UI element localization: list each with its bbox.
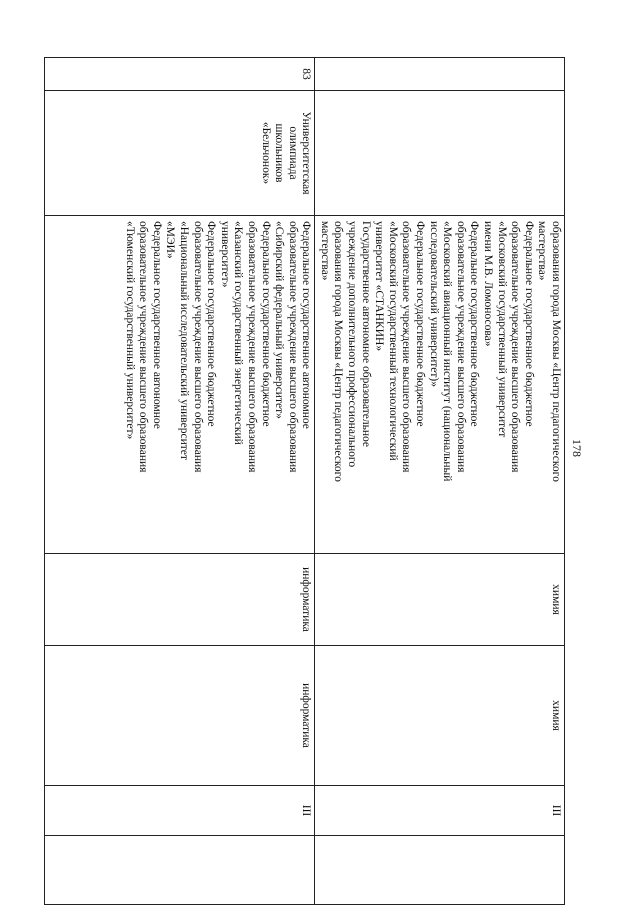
table-row	[45, 58, 315, 905]
organizer-line: «Тюменский государственный университет»	[123, 221, 136, 440]
organizer-line: образовательное учреждение высшего образования	[509, 221, 522, 473]
table-row	[315, 58, 565, 905]
olympiad-table	[44, 57, 565, 905]
organizer-line: «Национальный исследовательский университет	[177, 221, 190, 460]
organizer-line: университет»	[218, 221, 231, 288]
organizer-line: «Московский государственный технологический	[386, 221, 399, 461]
subject-admission-cell: химия	[315, 646, 565, 786]
row-number-cell	[315, 58, 565, 91]
organizer-line: образовательное учреждение высшего образования	[245, 221, 258, 473]
organizer-line: имени М.В. Ломоносова»	[482, 221, 495, 347]
rotated-table-wrapper	[100, 57, 565, 905]
organizer-line: образования города Москвы «Центр педагогического	[332, 221, 345, 482]
organizer-line: исследовательский университет)»	[427, 221, 440, 387]
organizer-line: образовательное учреждение высшего образования	[191, 221, 204, 473]
organizer-line: образования города Москвы «Центр педагогического	[550, 221, 562, 482]
organizer-line: Федеральное государственное бюджетное	[414, 221, 427, 427]
organizer-line: «Московский государственный университет	[495, 221, 508, 438]
organizer-line: университет «СТАНКИН»	[373, 221, 386, 352]
organizers-cell	[45, 216, 315, 554]
organizer-line: образовательное учреждение высшего образования	[454, 221, 467, 473]
subject-profile-cell: информатика	[45, 554, 315, 646]
organizer-line: Федеральное государственное автономное	[150, 221, 163, 429]
olympiad-name-line: Университетская	[300, 111, 313, 195]
organizers-cell	[315, 216, 565, 554]
row-number-cell: 83	[45, 58, 315, 91]
organizer-line: учреждение дополнительного профессионального	[346, 221, 359, 468]
organizer-line: образовательное учреждение высшего образования	[400, 221, 413, 473]
page-number: 178	[570, 439, 584, 457]
olympiad-name-cell	[315, 91, 565, 216]
organizer-line: «МЭИ»	[164, 221, 177, 259]
organizer-line: «Сибирский федеральный университет»	[273, 221, 286, 419]
olympiad-name-line: школьников	[273, 123, 286, 183]
level-cell: III	[315, 786, 565, 836]
organizer-line: Федеральное государственное автономное	[300, 221, 313, 429]
subject-admission-cell: информатика	[45, 646, 315, 786]
olympiad-name-line: «Бельчонок»	[259, 121, 272, 185]
organizer-line: Федеральное государственное бюджетное	[522, 221, 535, 427]
organizer-line: Федеральное государственное бюджетное	[205, 221, 218, 427]
organizer-line: Федеральное государственное бюджетное	[259, 221, 272, 427]
organizer-line: мастерства»	[536, 221, 549, 281]
level-cell: III	[45, 786, 315, 836]
olympiad-name-line: олимпиада	[286, 126, 299, 180]
organizer-line: Федеральное государственное бюджетное	[468, 221, 481, 427]
organizer-line: образовательное учреждение высшего образования	[286, 221, 299, 473]
organizer-line: Государственное автономное образовательное	[359, 221, 372, 448]
olympiad-name-cell	[45, 91, 315, 216]
extra-cell	[45, 836, 315, 905]
organizer-line: «Казанский государственный энергетический	[232, 221, 245, 445]
subject-profile-cell: химия	[315, 554, 565, 646]
extra-cell	[315, 836, 565, 905]
organizer-line: образовательное учреждение высшего образования	[137, 221, 150, 473]
organizer-line: мастерства»	[318, 221, 331, 281]
organizer-line: «Московский авиационный институт (национальный	[441, 221, 454, 482]
